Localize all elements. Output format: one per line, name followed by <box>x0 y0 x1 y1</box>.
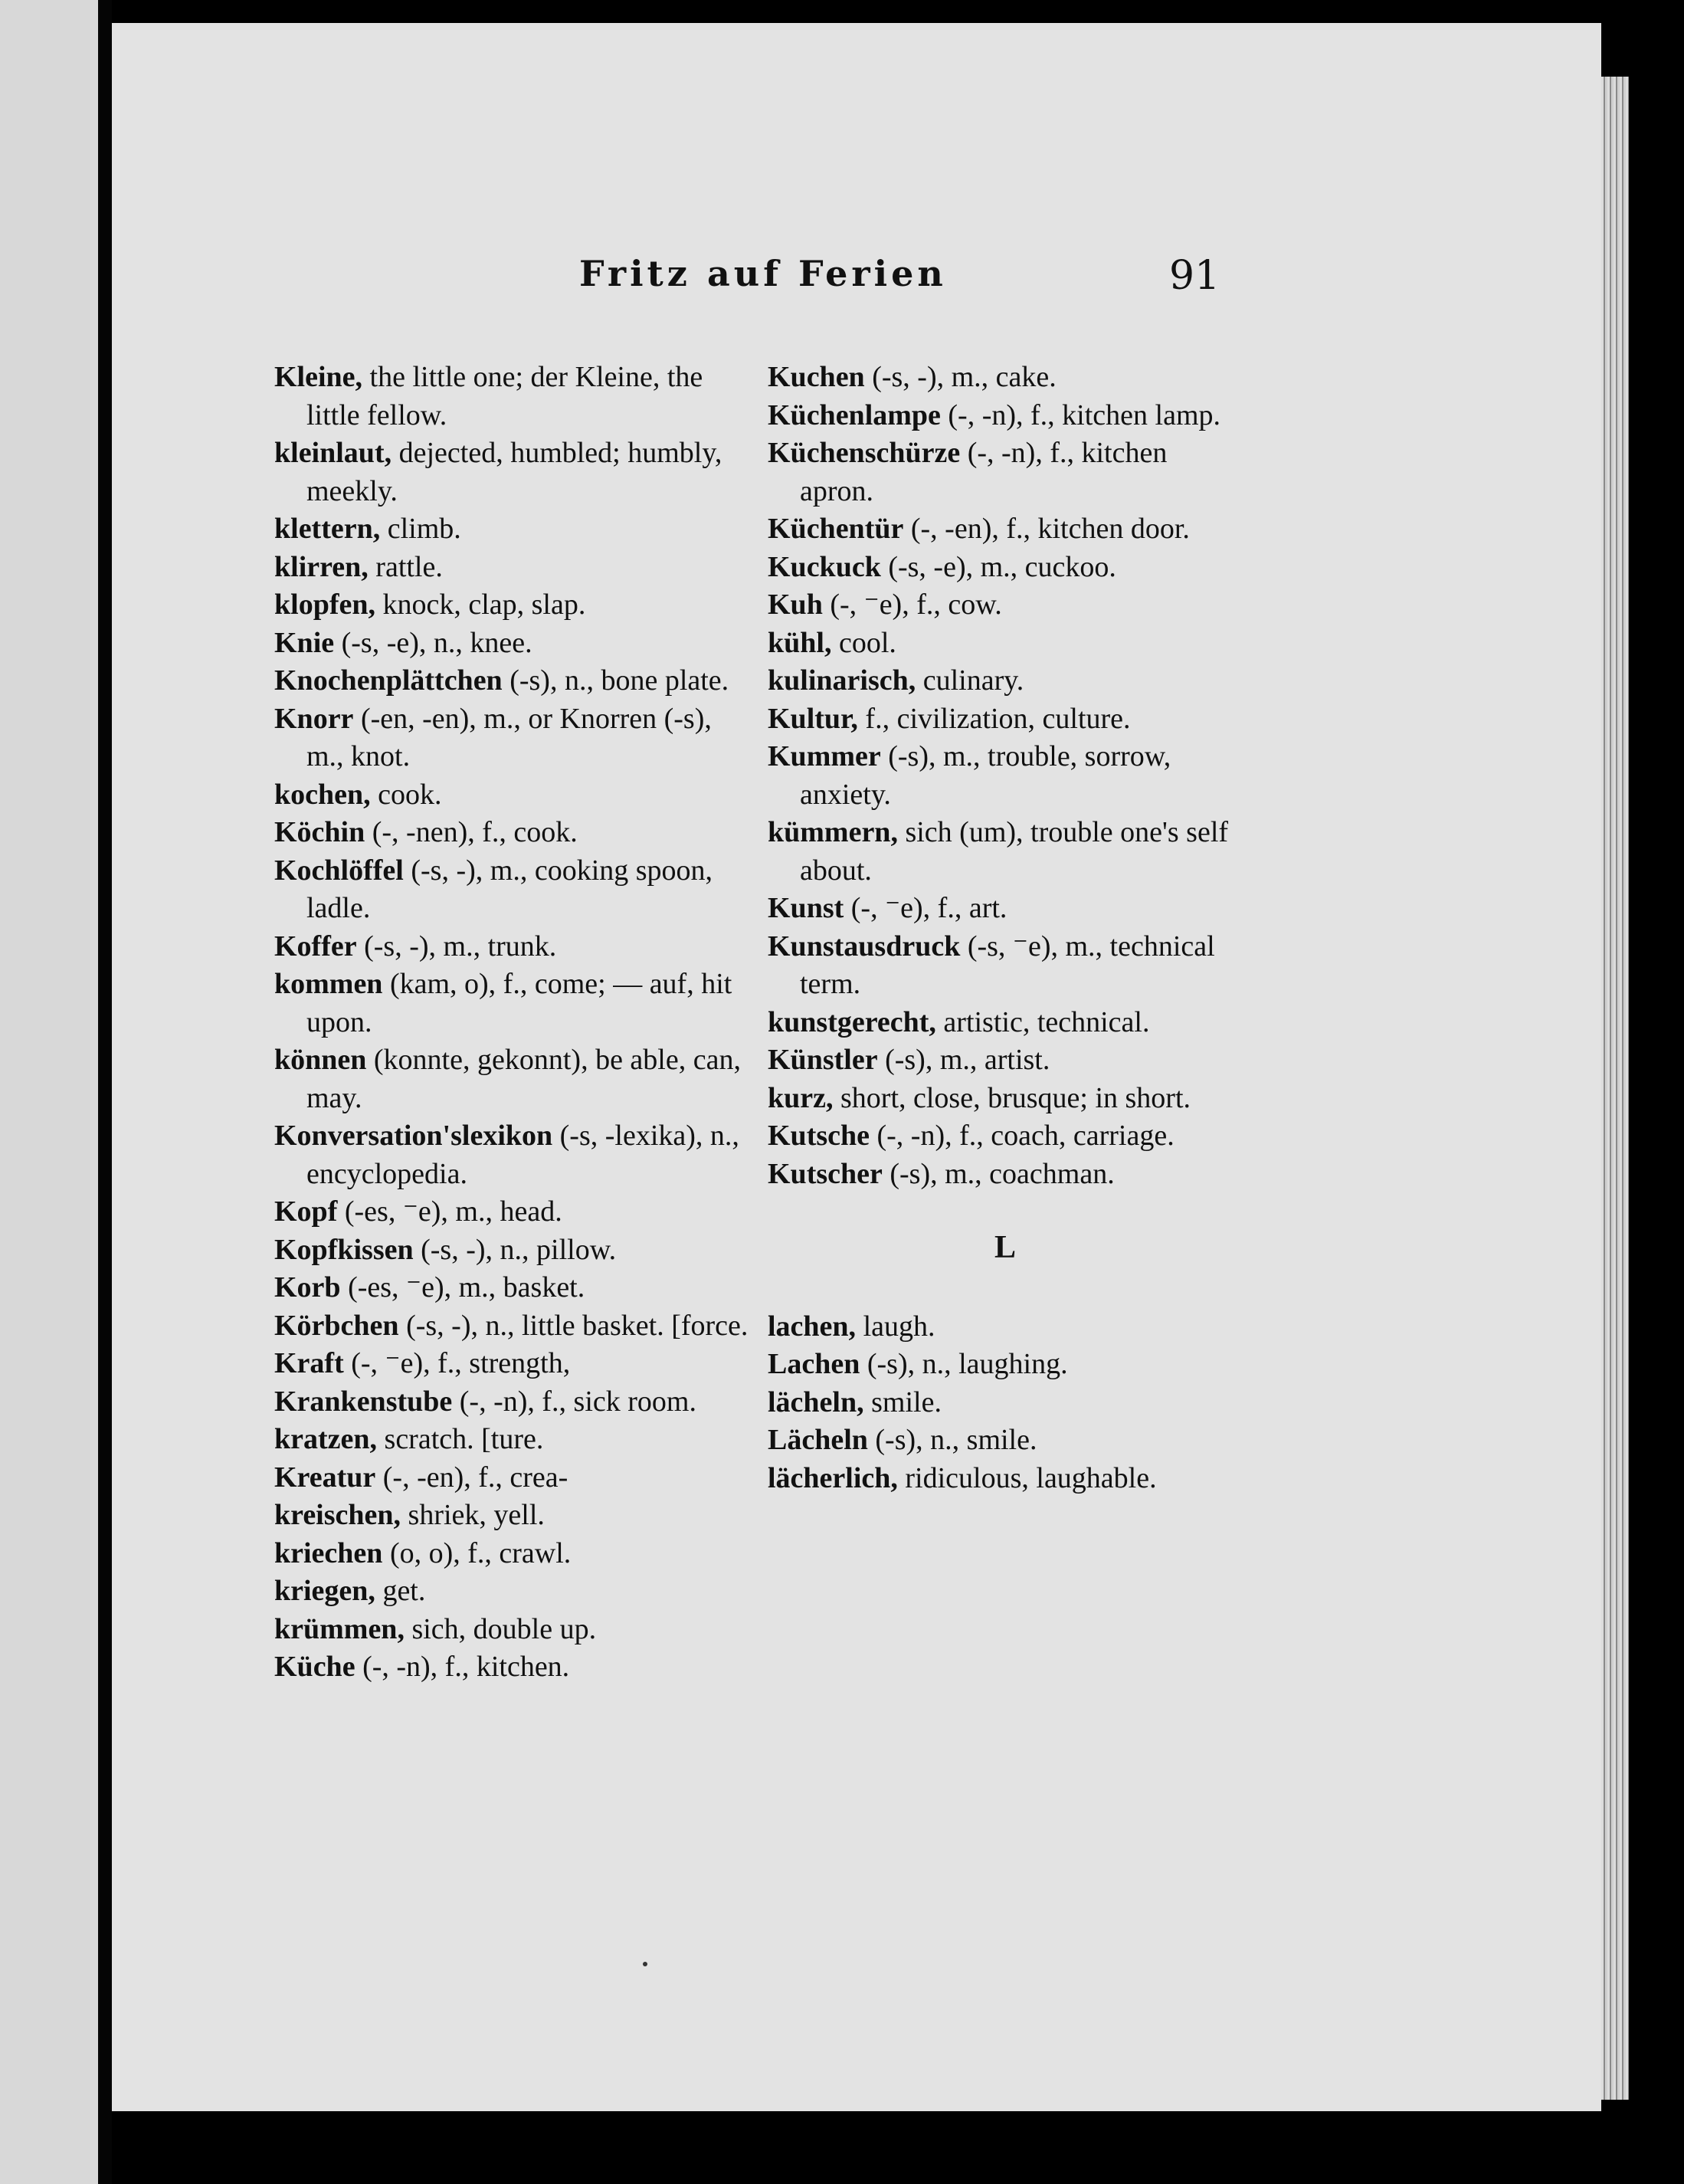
entry-headword: klettern, <box>274 513 381 545</box>
dictionary-entry <box>768 890 1243 928</box>
running-head <box>112 253 1601 307</box>
right-column <box>768 359 1243 1497</box>
dictionary-entry <box>274 549 749 587</box>
page-number: 91 <box>1169 253 1220 299</box>
entry-definition: (konnte, gekonnt), be able, can, may. <box>306 1044 741 1114</box>
entry-definition: (-s, -), n., little basket. [force. <box>398 1309 749 1342</box>
entry-headword: klirren, <box>274 550 369 583</box>
entry-headword: kleinlaut, <box>274 437 392 469</box>
entry-definition: cook. <box>370 778 442 811</box>
dictionary-entry <box>768 1422 1243 1460</box>
dictionary-entry <box>274 1497 749 1535</box>
dictionary-entry <box>768 1004 1243 1042</box>
dictionary-entry <box>274 814 749 852</box>
entry-headword: Kunstausdruck <box>768 930 961 962</box>
entry-definition: sich, double up. <box>404 1612 597 1645</box>
entry-headword: können <box>274 1044 367 1076</box>
entry-definition: climb. <box>380 513 461 545</box>
entry-definition: the little one; der Kleine, the little fellow. <box>306 361 703 431</box>
entry-definition: (-en, -en), m., or Knorren (-s), m., knot. <box>306 702 712 772</box>
dictionary-entry <box>274 1117 749 1193</box>
entry-headword: Küchenlampe <box>768 398 941 431</box>
entry-headword: kochen, <box>274 778 371 811</box>
dictionary-entry <box>274 1307 749 1346</box>
page-stack-edge <box>1601 77 1629 2100</box>
entry-headword: Körbchen <box>274 1309 399 1342</box>
book-gutter <box>98 0 112 2184</box>
dictionary-entry <box>274 1231 749 1270</box>
dictionary-entry <box>274 1535 749 1573</box>
dictionary-entry <box>768 928 1243 1004</box>
entry-definition: knock, clap, slap. <box>375 589 586 621</box>
entry-headword: Kleine, <box>274 361 363 393</box>
dictionary-entry <box>768 1460 1243 1498</box>
print-dot <box>643 1962 647 1966</box>
dictionary-entry <box>768 549 1243 587</box>
entry-definition: (-, ⁻e), f., strength, <box>343 1347 571 1379</box>
entry-headword: kühl, <box>768 626 832 659</box>
entry-definition: (-s, -), n., pillow. <box>413 1233 617 1266</box>
entry-headword: Kummer <box>768 740 881 772</box>
entry-headword: Kopf <box>274 1195 338 1228</box>
entry-headword: kratzen, <box>274 1423 378 1455</box>
entry-definition: short, close, brusque; in short. <box>833 1081 1191 1114</box>
entry-definition: (o, o), f., crawl. <box>382 1536 572 1569</box>
entry-definition: (-, -en), f., crea- <box>375 1461 568 1494</box>
entry-definition: (-, -nen), f., cook. <box>365 816 578 848</box>
entry-headword: kommen <box>274 968 383 1000</box>
right-entries-k <box>768 359 1243 1193</box>
entry-headword: Kunst <box>768 892 844 924</box>
dictionary-entry <box>768 1117 1243 1156</box>
entry-definition: (-s, -e), m., cuckoo. <box>880 550 1116 583</box>
dictionary-entry <box>768 1346 1243 1384</box>
entry-headword: lächeln, <box>768 1385 864 1418</box>
entry-definition: artistic, technical. <box>935 1005 1150 1038</box>
entry-definition: (-, -n), f., kitchen. <box>355 1651 570 1683</box>
dictionary-entry <box>768 586 1243 625</box>
dictionary-entry <box>768 1156 1243 1194</box>
dictionary-entry <box>274 700 749 776</box>
entry-headword: Kraft <box>274 1347 344 1379</box>
entry-definition: (-s), n., smile. <box>867 1424 1037 1456</box>
dictionary-entry <box>274 510 749 549</box>
entry-definition: (-s, -), m., cake. <box>864 361 1057 393</box>
entry-headword: Lächeln <box>768 1424 868 1456</box>
entry-definition: (-es, ⁻e), m., head. <box>337 1195 562 1228</box>
entry-definition: (kam, o), f., come; — auf, hit upon. <box>306 968 732 1038</box>
entry-definition: (-s, ⁻e), m., technical term. <box>800 930 1215 1000</box>
entry-headword: Kopfkissen <box>274 1233 414 1266</box>
entry-headword: Koffer <box>274 930 357 962</box>
entry-definition: scratch. [ture. <box>377 1423 544 1455</box>
dictionary-entry <box>274 1611 749 1649</box>
dictionary-entry <box>274 1345 749 1383</box>
facing-page-edge <box>0 0 98 2184</box>
dictionary-entry <box>768 625 1243 663</box>
entry-definition: laugh. <box>856 1310 935 1343</box>
dictionary-entry <box>274 1572 749 1611</box>
entry-headword: Künstler <box>768 1044 878 1076</box>
dictionary-entry <box>274 776 749 815</box>
entry-definition: (-s), m., coachman. <box>882 1157 1115 1190</box>
dictionary-entry <box>768 1384 1243 1422</box>
book-page <box>112 23 1601 2111</box>
entry-definition: (-s), n., laughing. <box>860 1348 1068 1380</box>
entry-definition: (-es, ⁻e), m., basket. <box>340 1271 585 1304</box>
entry-definition: (-s), n., bone plate. <box>502 664 729 697</box>
entry-headword: krümmen, <box>274 1612 405 1645</box>
entry-headword: kulinarisch, <box>768 664 916 697</box>
entry-headword: Kuckuck <box>768 550 881 583</box>
entry-headword: kriegen, <box>274 1575 375 1607</box>
dictionary-entry <box>274 1648 749 1687</box>
dictionary-entry <box>768 738 1243 814</box>
dictionary-entry <box>274 928 749 966</box>
entry-definition: (-s), m., trouble, sorrow, anxiety. <box>800 740 1171 811</box>
entry-definition: sich (um), trouble one's self about. <box>800 816 1229 887</box>
entry-definition: (-, -n), f., kitchen lamp. <box>940 398 1221 431</box>
left-column <box>274 359 749 1687</box>
section-letter: L <box>994 1230 1016 1265</box>
entry-headword: lächerlich, <box>768 1461 898 1494</box>
entry-definition: (-, ⁻e), f., cow. <box>822 589 1002 621</box>
entry-headword: Kutsche <box>768 1120 870 1152</box>
dictionary-entry <box>274 586 749 625</box>
dictionary-entry <box>274 1421 749 1459</box>
entry-definition: (-s, -), m., trunk. <box>356 930 557 962</box>
dictionary-entry <box>274 1041 749 1117</box>
entry-definition: shriek, yell. <box>401 1499 545 1531</box>
dictionary-entry <box>274 662 749 700</box>
entry-headword: Kochlöffel <box>274 854 404 887</box>
dictionary-entry <box>274 852 749 928</box>
entry-headword: klopfen, <box>274 589 375 621</box>
dictionary-entry <box>274 1193 749 1231</box>
dictionary-entry <box>768 1080 1243 1118</box>
entry-definition: (-s, -lexika), n., encyclopedia. <box>306 1120 739 1190</box>
entry-definition: (-, ⁻e), f., art. <box>844 892 1007 924</box>
entry-headword: Küche <box>274 1651 355 1683</box>
entry-headword: kriechen <box>274 1536 383 1569</box>
entry-headword: kurz, <box>768 1081 834 1114</box>
dictionary-entry <box>768 1308 1243 1346</box>
entry-definition: (-s, -), m., cooking spoon, ladle. <box>306 854 713 924</box>
entry-headword: Konversation'slexikon <box>274 1120 553 1152</box>
entry-definition: (-, -n), f., kitchen apron. <box>800 437 1168 507</box>
entry-definition: f., civilization, culture. <box>857 702 1131 735</box>
entry-definition: ridiculous, laughable. <box>897 1461 1157 1494</box>
entry-headword: Kuh <box>768 589 823 621</box>
entry-definition: (-, -n), f., coach, carriage. <box>870 1120 1175 1152</box>
entry-definition: (-, -en), f., kitchen door. <box>903 513 1190 545</box>
entry-headword: lachen, <box>768 1310 857 1343</box>
dictionary-entry <box>274 966 749 1041</box>
entry-headword: Knochenplättchen <box>274 664 503 697</box>
entry-headword: Kuchen <box>768 361 865 393</box>
dictionary-entry <box>274 435 749 510</box>
entry-headword: Kreatur <box>274 1461 376 1494</box>
entry-definition: (-s), m., artist. <box>877 1044 1050 1076</box>
dictionary-entry <box>768 662 1243 700</box>
entry-definition: cool. <box>831 626 896 659</box>
dictionary-entry <box>768 700 1243 739</box>
entry-definition: (-s, -e), n., knee. <box>334 626 532 659</box>
entry-headword: Knie <box>274 626 335 659</box>
running-title: Fritz auf Ferien <box>579 253 947 294</box>
dictionary-entry <box>768 814 1243 890</box>
entry-headword: Korb <box>274 1271 341 1304</box>
entry-headword: Kultur, <box>768 702 858 735</box>
dictionary-entry <box>274 1269 749 1307</box>
dictionary-entry <box>274 1383 749 1422</box>
entry-definition: dejected, humbled; humbly, meekly. <box>306 437 722 507</box>
entry-headword: kreischen, <box>274 1499 401 1531</box>
dictionary-entry <box>274 625 749 663</box>
dictionary-entry <box>274 1459 749 1497</box>
entry-headword: Kutscher <box>768 1157 883 1190</box>
dictionary-entry <box>768 435 1243 510</box>
entry-definition: culinary. <box>916 664 1024 697</box>
right-entries-l <box>768 1308 1243 1498</box>
dictionary-entry <box>768 510 1243 549</box>
entry-headword: Lachen <box>768 1348 860 1380</box>
dictionary-entry <box>768 359 1243 397</box>
entry-definition: smile. <box>863 1385 942 1418</box>
entry-definition: get. <box>375 1575 426 1607</box>
entry-headword: kümmern, <box>768 816 898 848</box>
entry-definition: (-, -n), f., sick room. <box>452 1385 696 1418</box>
dictionary-entry <box>768 1041 1243 1080</box>
entry-headword: Knorr <box>274 702 354 735</box>
dictionary-entry <box>768 397 1243 435</box>
entry-headword: Küchenschürze <box>768 437 961 469</box>
entry-definition: rattle. <box>368 550 443 583</box>
dictionary-entry <box>274 359 749 435</box>
entry-headword: Küchentür <box>768 513 904 545</box>
entry-headword: Köchin <box>274 816 365 848</box>
entry-headword: kunstgerecht, <box>768 1005 936 1038</box>
entry-headword: Krankenstube <box>274 1385 453 1418</box>
